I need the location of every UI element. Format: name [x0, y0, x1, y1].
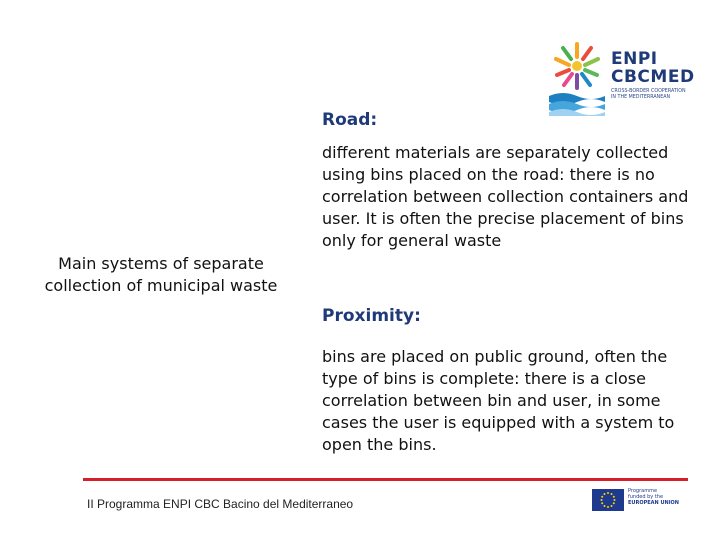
- sun-people-icon: [545, 40, 609, 120]
- proximity-description: bins are placed on public ground, often the type of bins is complete: there is a close correlation between bin and user, in some cases the user is equipped with a system to open the bins.: [322, 347, 675, 454]
- footer-divider: [83, 478, 688, 481]
- logo-tagline: [611, 89, 695, 101]
- logo-cbcmed: CBCMED: [611, 67, 695, 87]
- slide-title: Main systems of separate collection of municipal waste: [44, 254, 278, 295]
- road-description: different materials are separately collected using bins placed on the road: there is no correlation between collection containers and user. It is often the precise placement of bins only for general waste: [322, 143, 689, 250]
- eu-funding-text: [628, 488, 679, 506]
- enpi-cbcmed-logo: [545, 40, 705, 120]
- proximity-heading: Proximity:: [322, 306, 421, 326]
- eu-line-1: Programme: [628, 488, 658, 494]
- eu-line-2: funded by the: [628, 494, 664, 500]
- logo-enpi: ENPI: [611, 49, 658, 69]
- eu-flag-icon: [592, 489, 624, 511]
- logo-tagline-1: CROSS-BORDER COOPERATION: [611, 89, 686, 94]
- eu-line-3: EUROPEAN UNION: [628, 500, 679, 506]
- logo-wordmark: [611, 50, 695, 101]
- logo-tagline-2: IN THE MEDITERRANEAN: [611, 95, 671, 100]
- road-heading: Road:: [322, 110, 378, 130]
- footer-programme-text: II Programma ENPI CBC Bacino del Mediterraneo: [87, 497, 354, 511]
